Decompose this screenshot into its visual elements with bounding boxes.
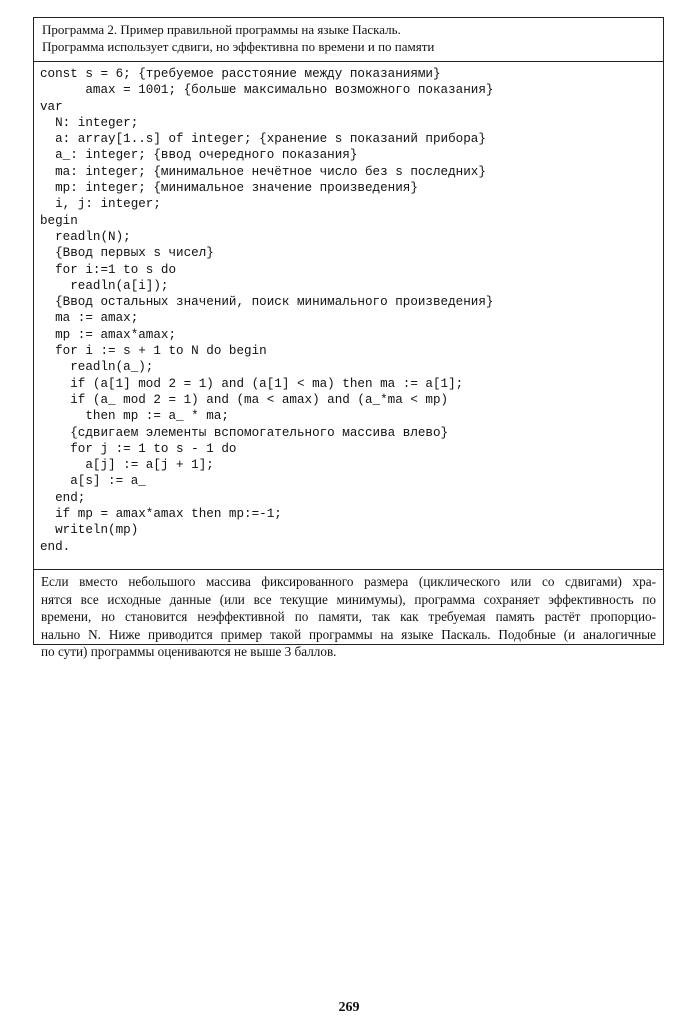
code-line: begin: [40, 213, 78, 228]
code-line: const s = 6; {требуемое расстояние между показаниями}: [40, 67, 441, 81]
note-line: времени, но становится неэффективной по памяти, так как требуемая память растёт пропорцио-: [41, 609, 656, 624]
note-line: нятся все исходные данные (или все текущие минимумы), программа сохраняет эффективность по: [41, 591, 656, 607]
code-line: for j := 1 to s - 1 do: [40, 441, 237, 456]
code-line: if (a[1] mod 2 = 1) and (a[1] < ma) then ma := a[1];: [40, 376, 464, 391]
code-line: i, j: integer;: [40, 197, 161, 212]
code-line: N: integer;: [40, 115, 139, 130]
explanatory-note: [34, 570, 663, 661]
code-line: a_: integer; {ввод очередного показания}: [40, 148, 358, 163]
code-listing: [34, 62, 663, 570]
program-title: Программа 2. Пример правильной программы на языке Паскаль.: [42, 22, 401, 37]
code-line: then mp := a_ * ma;: [40, 409, 229, 424]
code-line: var: [40, 99, 63, 114]
code-line: readln(a[i]);: [40, 278, 169, 293]
code-line: writeln(mp): [40, 523, 139, 538]
code-line: end;: [40, 490, 86, 505]
code-line: {Ввод первых s чисел}: [40, 246, 214, 261]
code-line: readln(a_);: [40, 360, 154, 375]
code-line: {Ввод остальных значений, поиск минимального произведения}: [40, 295, 494, 310]
program-subtitle: Программа использует сдвиги, но эффективна по времени и по памяти: [42, 39, 435, 54]
code-line: readln(N);: [40, 229, 131, 244]
code-line: end.: [40, 539, 71, 554]
note-line: Если вместо небольшого массива фиксированного размера (циклического или со сдвигами) хра-: [41, 574, 656, 589]
code-line: for i:=1 to s do: [40, 262, 177, 277]
note-line: по сути) программы оцениваются не выше 3 баллов.: [41, 644, 337, 659]
code-line: a[j] := a[j + 1];: [40, 458, 214, 473]
code-line: mp := amax*amax;: [40, 327, 177, 342]
page-number: 269: [338, 1000, 360, 1015]
program-header: [34, 18, 663, 62]
code-line: ma := amax;: [40, 311, 139, 326]
code-line: a: array[1..s] of integer; {хранение s показаний прибора}: [40, 132, 486, 147]
code-line: mp: integer; {минимальное значение произведения}: [40, 181, 418, 196]
code-line: ma: integer; {минимальное нечётное число без s последних}: [40, 164, 486, 179]
code-line: if mp = amax*amax then mp:=-1;: [40, 507, 282, 522]
code-line: {сдвигаем элементы вспомогательного массива влево}: [40, 425, 449, 440]
program-box: [33, 17, 664, 659]
code-line: a[s] := a_: [40, 474, 146, 489]
code-line: if (a_ mod 2 = 1) and (ma < amax) and (a_*ma < mp): [40, 392, 449, 407]
note-line: нально N. Ниже приводится пример такой программы на языке Паскаль. Подобные (и аналогичные: [41, 626, 656, 642]
code-line: for i := s + 1 to N do begin: [40, 344, 267, 359]
code-line: amax = 1001; {больше максимально возможного показания}: [40, 83, 494, 98]
